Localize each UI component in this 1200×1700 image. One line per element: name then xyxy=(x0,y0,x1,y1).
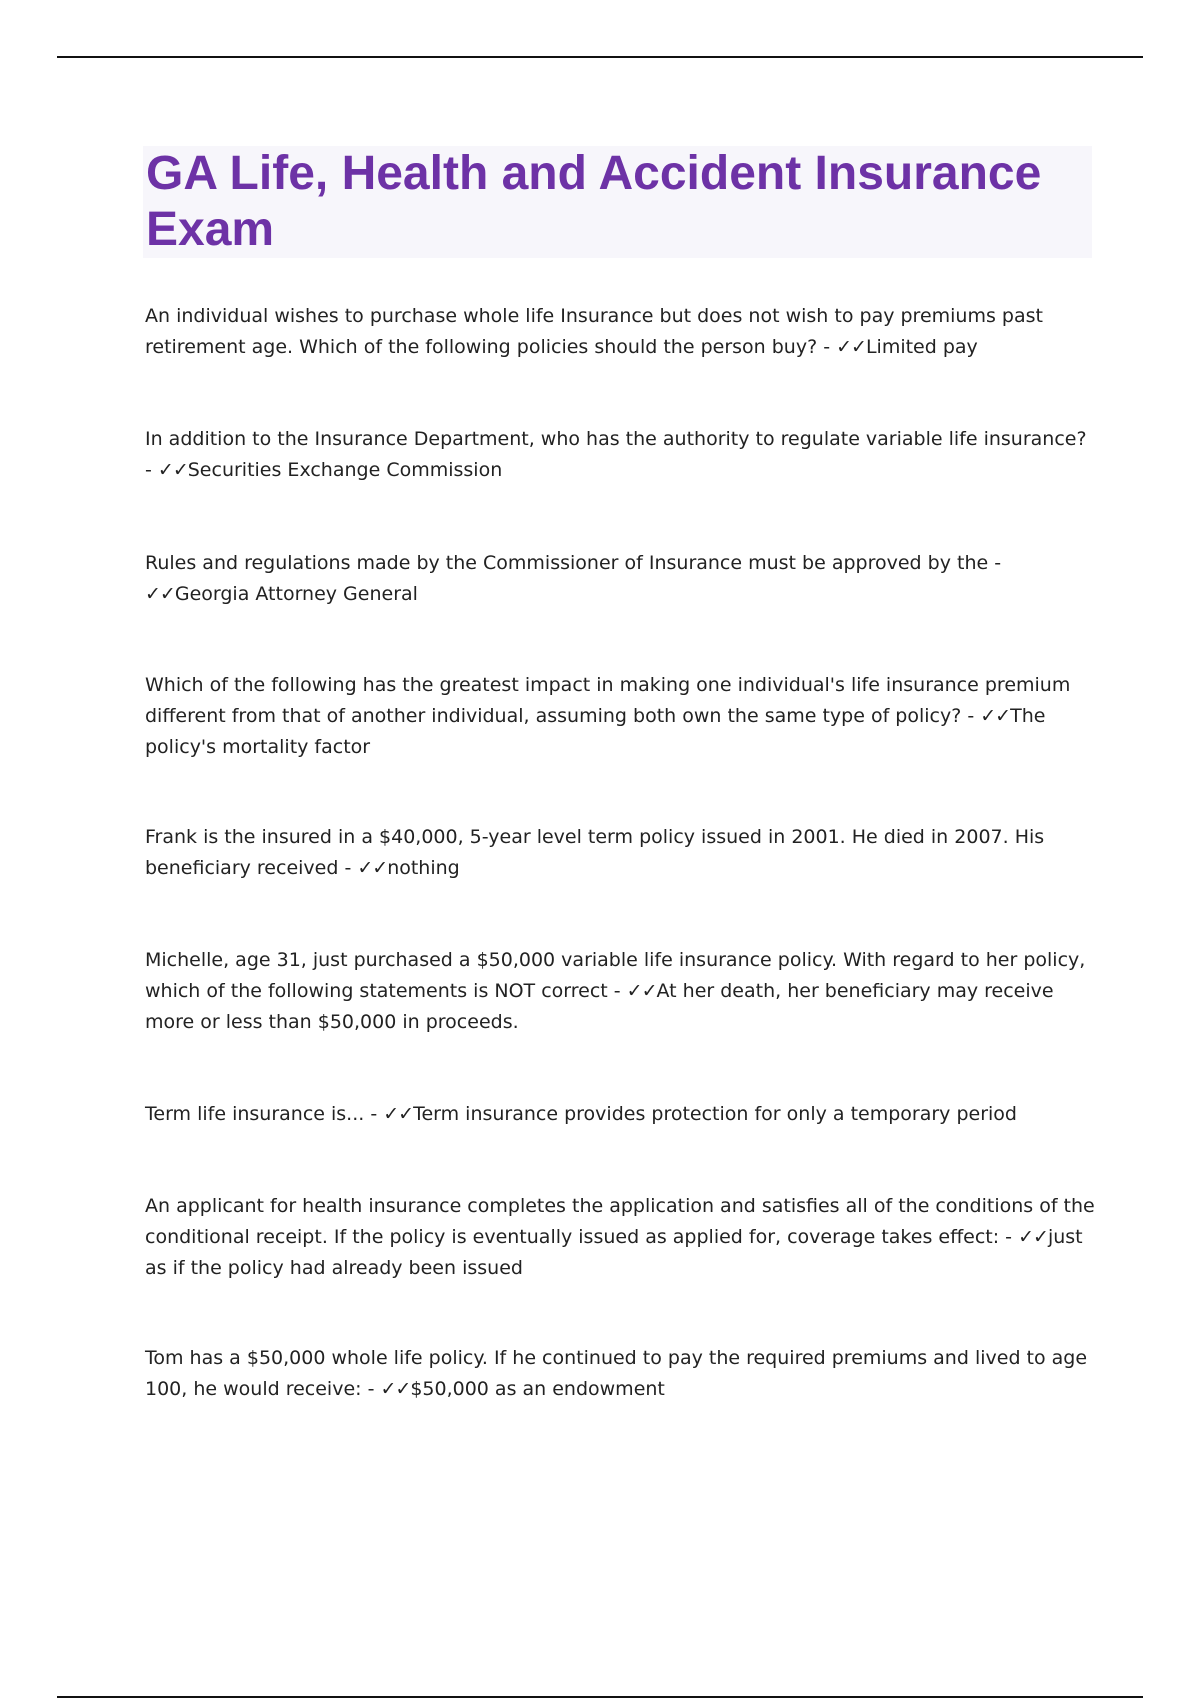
question-text: An applicant for health insurance completes the application and satisfies all of the conditions of the conditional receipt. If the policy is eventually issued as applied for, coverage takes effect: - xyxy=(145,1195,1095,1248)
bottom-rule xyxy=(57,1696,1143,1698)
answer-text: $50,000 as an endowment xyxy=(410,1378,665,1400)
double-check-icon: ✓✓ xyxy=(380,1378,411,1400)
double-check-icon: ✓✓ xyxy=(836,336,866,358)
qa-item-4 xyxy=(145,670,1095,763)
title-banner xyxy=(143,146,1092,258)
document-title: GA Life, Health and Accident Insurance Exam xyxy=(146,147,1042,256)
question-text: Michelle, age 31, just purchased a $50,000 variable life insurance policy. With regard to her policy, which of the following statements is NOT correct - xyxy=(145,949,1086,1002)
double-check-icon: ✓✓ xyxy=(1018,1226,1048,1248)
qa-item-2 xyxy=(145,424,1095,486)
qa-item-8 xyxy=(145,1191,1095,1284)
double-check-icon: ✓✓ xyxy=(980,705,1011,727)
answer-text: Limited pay xyxy=(865,336,978,358)
question-text: Which of the following has the greatest impact in making one individual's life insurance premium different from that of another individual, assuming both own the same type of policy? - xyxy=(145,674,1071,727)
qa-item-9 xyxy=(145,1343,1095,1405)
qa-item-1 xyxy=(145,301,1095,363)
qa-item-6 xyxy=(145,945,1095,1038)
question-text: An individual wishes to purchase whole life Insurance but does not wish to pay premiums past retirement age. Which of the following policies should the person buy? - xyxy=(145,305,1043,358)
answer-text: nothing xyxy=(387,857,460,879)
double-check-icon: ✓✓ xyxy=(145,583,175,605)
answer-text: Term insurance provides protection for only a temporary period xyxy=(413,1103,1017,1125)
double-check-icon: ✓✓ xyxy=(157,459,188,481)
double-check-icon: ✓✓ xyxy=(383,1103,414,1125)
qa-item-7 xyxy=(145,1099,1095,1130)
top-rule xyxy=(57,56,1143,58)
question-text: Tom has a $50,000 whole life policy. If he continued to pay the required premiums and lived to age 100, he would receive: - xyxy=(145,1347,1088,1400)
answer-text: At her death, her beneficiary may receive more or less than $50,000 in proceeds. xyxy=(145,980,1054,1033)
answer-text: The policy's mortality factor xyxy=(145,705,1046,758)
answer-text: just as if the policy had already been issued xyxy=(145,1226,1083,1279)
question-text: Frank is the insured in a $40,000, 5-year level term policy issued in 2001. He died in 2007. His beneficiary received - xyxy=(145,826,1045,879)
double-check-icon: ✓✓ xyxy=(626,980,657,1002)
qa-item-3 xyxy=(145,548,1095,610)
double-check-icon: ✓✓ xyxy=(357,857,388,879)
question-text: In addition to the Insurance Department, who has the authority to regulate variable life insurance? - xyxy=(145,428,1087,481)
answer-text: Securities Exchange Commission xyxy=(187,459,503,481)
question-text: Term life insurance is... - xyxy=(145,1103,384,1125)
qa-item-5 xyxy=(145,822,1095,884)
question-text: Rules and regulations made by the Commissioner of Insurance must be approved by the - xyxy=(145,552,1002,574)
answer-text: Georgia Attorney General xyxy=(174,583,418,605)
